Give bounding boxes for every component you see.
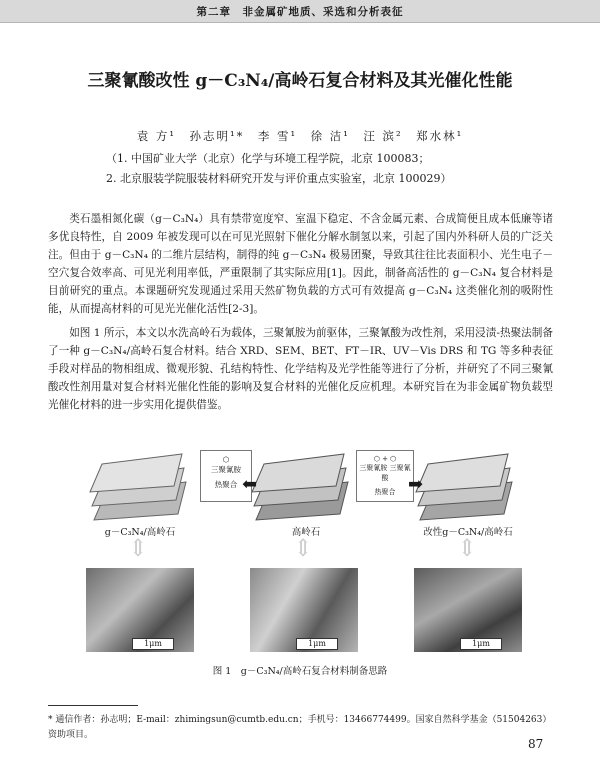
sem-image-right <box>414 568 522 652</box>
affiliation-2: 2. 北京服装学院服装材料研究开发与评价重点实验室，北京 100029） <box>106 172 452 185</box>
reagent-molecules-icon: ⬡ + ⬡ <box>373 455 397 463</box>
scale-bar-middle: 1μm <box>296 638 338 650</box>
panel-label-middle: 高岭石 <box>291 527 321 538</box>
layered-sheets-middle <box>248 442 358 522</box>
paragraph-method: 如图 1 所示，本文以水洗高岭石为载体，三聚氰胺为前驱体，三聚氰酸为改性剂，采用浸渍-热聚法制备了一种 g－C₃N₄/高岭石复合材料。结合 XRD、SEM、BET、FT－IR、UV－Vis DRS 和 TG 等多种表征手段对样品的物相组成、微观形貌、孔结构特性、化学结构及光学性能等进行了分析，并研究了不同三聚氰酸改性剂用量对复合材料光催化性能的影响及复合材料的光催化反应机理。本研究旨在为非金属矿物负载型光催化材料的进一步实用化提供借鉴。 <box>48 327 553 411</box>
reagent-melamine-icon: ⬡ <box>222 455 230 464</box>
sem-image-middle <box>250 568 358 652</box>
page-number: 87 <box>528 737 544 751</box>
footnote: * 通信作者：孙志明；E-mail：zhimingsun@cumtb.edu.cn；手机号：13466774499。国家自然科学基金（51504263）资助项目。 <box>48 715 552 740</box>
arrow-right-icon: ➡ <box>408 474 424 495</box>
scale-bar-left: 1μm <box>132 638 174 650</box>
reagent-label-left: 三聚氰胺 <box>211 465 241 474</box>
paragraph-intro: 类石墨相氮化碳（g－C₃N₄）具有禁带宽度窄、室温下稳定、不含金属元素、合成简便且成本低廉等诸多优良特性，自 2009 年被发现可以在可见光照射下催化分解水制氢以来，引起了国内外科研人员的广泛关注。但由于 g－C₃N₄ 的二维片层结构，制得的纯 g－C₃N₄ 极易团聚，导致其往往比表面积小、光生电子－空穴复合效率高、可见光利用率低，严重限制了其实际应用[1]。因此，制备高活性的 g－C₃N₄ 复合材料是目前研究的重点。本课题研究发现通过采用天然矿物负载的方式可有效提高 g－C₃N₄ 这类催化剂的吸附性能，从而提高材料的可见光光催化活性[2-3]。 <box>48 213 553 315</box>
process-label-left: 热聚合 <box>214 480 238 489</box>
article-title: 三聚氰酸改性 g－C₃N₄/高岭石复合材料及其光催化性能 <box>87 71 513 91</box>
double-arrow-left-icon: ⇕ <box>128 534 149 562</box>
sem-image-left <box>86 568 194 652</box>
arrow-left-icon: ⬅ <box>242 474 258 495</box>
layered-sheets-right <box>412 442 522 522</box>
reagent-label-right: 三聚氰胺 三聚氰酸 <box>359 464 411 482</box>
figure-1 <box>0 420 600 660</box>
scale-bar-right: 1μm <box>460 638 502 650</box>
panel-label-left: g－C₃N₄/高岭石 <box>104 527 176 538</box>
running-header: 第二章 非金属矿地质、采选和分析表征 <box>196 6 404 18</box>
author-list: 袁 方¹ 孙志明¹* 李 雪¹ 徐 洁¹ 汪 滨² 郑水林¹ <box>136 129 464 143</box>
double-arrow-middle-icon: ⇕ <box>293 534 314 562</box>
affiliation-1: （1. 中国矿业大学（北京）化学与环境工程学院，北京 100083； <box>106 152 430 165</box>
reaction-box-right <box>356 450 414 502</box>
footnote-rule <box>48 705 138 706</box>
panel-label-right: 改性g－C₃N₄/高岭石 <box>423 527 513 538</box>
process-label-right: 热聚合 <box>374 488 396 496</box>
double-arrow-right-icon: ⇕ <box>457 534 478 562</box>
figure-caption: 图 1 g－C₃N₄/高岭石复合材料制备思路 <box>212 666 388 677</box>
layered-sheets-left <box>86 442 196 522</box>
